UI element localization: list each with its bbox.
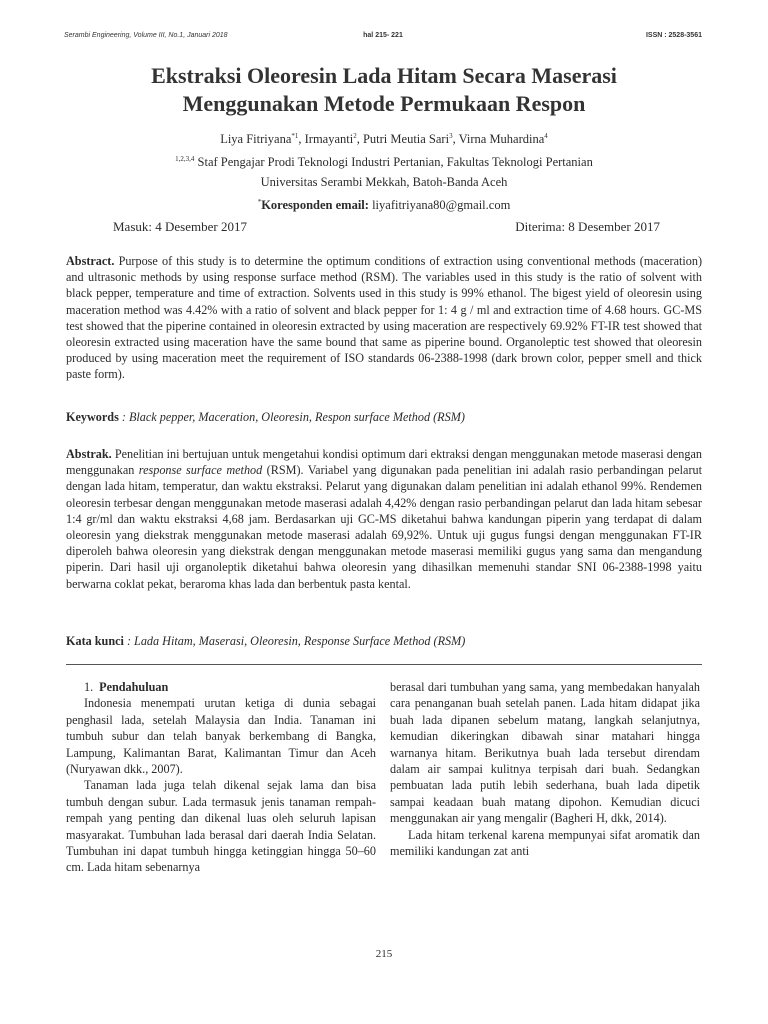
body-paragraph-continued: berasal dari tumbuhan yang sama, yang membedakan hanyalah cara penanganan buah setelah panen. Lada hitam didapat jika buah lada dipanen sebelum matang, langkah selanjutnya, kemudian dikeringkan dibawah sinar matahari hingga warnanya hitam. Berikutnya buah lada tersebut direndam dalam air sampai kulitnya terpisah dari buah. Sedangkan pembuatan lada putih lebih sederhana, buah lada dipetik sampai keadaan buah matang dipohon. Kemudian dicuci menggunakan air yang mengalir (Bagheri H, dkk, 2014). (390, 680, 700, 826)
author-name: Virna Muhardina (458, 132, 545, 147)
abstrak-text-italic: response surface method (138, 463, 263, 478)
kata-kunci-label: Kata kunci (66, 634, 124, 648)
author-names: Liya Fitriyana$^{*1}$, Irmayanti$^2$, Putri Meutia Sari$^3$, Virna Muhardina$^4$ (220, 132, 548, 147)
section-heading (66, 679, 376, 695)
keywords-label: Keywords (66, 410, 119, 424)
affiliation-line-2: Universitas Serambi Mekkah, Batoh-Banda Aceh (260, 175, 508, 190)
author-sup: 4 (544, 132, 548, 140)
running-header (64, 32, 702, 44)
page-number: 215 (375, 948, 393, 960)
journal-name: Serambi Engineering, Volume III, No.1, Januari 2018 (64, 32, 228, 39)
corresponding-label: Koresponden email: (261, 198, 369, 213)
abstract-english (66, 253, 702, 383)
author-sup: 3 (449, 132, 453, 140)
received-date: Masuk: 4 Desember 2017 (113, 219, 247, 234)
abstrak-text-after: (RSM). Variabel yang digunakan pada penelitian ini adalah rasio perbandingan pelarut dengan lada hitam, temperatur, dan waktu ekstraksi. Pelarut yang digunakan dalam penelitian ini adalah ethanol 99%. Rendemen oleoresin terbesar dengan menggunakan metode maserasi adalah 4,42% dengan rasio perbandingan pelarut dan lada hitam sebesar 1:4 gr/ml dan waktu ekstraksi 4,68 jam. Berdasarkan uji GC-MS diketahui bahwa kandungan piperin yang terdapat di dalam oleoresin yang diekstrak menggunakan metode maserasi adalah 69,92%. Untuk uji gugus fungsi dengan menggunakan FT-IR diperoleh bahwa oleoresin yang diekstrak dengan menggunakan metode maserasi memiliki gugus yang sama dan mengandung piperin. Dari hasil uji organoleptik diketahui bahwa oleoresin yang dihasilkan memenuhi standar SNI 06-2388-1998 yaitu berwarna coklat pekat, beraroma khas lada dan berbentuk pasta kental. (66, 463, 703, 591)
author-sup: 2 (353, 132, 357, 140)
affiliation-line-1: Staf Pengajar Prodi Teknologi Industri Pertanian, Fakultas Teknologi Pertanian (197, 155, 593, 170)
body-column-left (66, 679, 376, 876)
keywords-text: : Black pepper, Maceration, Oleoresin, Respon surface Method (RSM) (121, 410, 465, 424)
author-name: Putri Meutia Sari (362, 132, 450, 147)
author-name: Liya Fitriyana (220, 132, 292, 147)
paper-title (60, 62, 708, 118)
affiliation-sup: 1,2,3,4 (175, 155, 195, 164)
section-divider (66, 664, 702, 665)
body-paragraph: Indonesia menempati urutan ketiga di dunia sebagai penghasil lada, setelah Malaysia dan India. Tanaman ini tumbuh subur dan telah banyak berkembang di Bangka, Lampung, Kalimantan Barat, Kalimantan Timur dan Aceh (Nuryawan dkk., 2007). (66, 696, 376, 777)
affiliation (60, 149, 708, 172)
author-name: Irmayanti (304, 132, 354, 147)
abstrak-text-before: Penelitian ini bertujuan untuk mengetahui kondisi optimum dari ektraksi dengan menggunakan metode maserasi dengan menggunakan (66, 447, 702, 478)
body-paragraph: Lada hitam terkenal karena mempunyai sifat aromatik dan memiliki kandungan zat anti (390, 827, 700, 859)
issn: ISSN : 2528-3561 (645, 32, 702, 39)
section-number: 1. (84, 680, 94, 694)
title-line-1: Ekstraksi Oleoresin Lada Hitam Secara Maserasi (151, 63, 617, 88)
section-title: Pendahuluan (99, 680, 169, 694)
page-range: hal 215- 221 (363, 32, 403, 39)
abstract-indonesian (66, 446, 702, 592)
corresponding-email: liyafitriyana80@gmail.com (372, 198, 511, 213)
submission-dates (113, 219, 660, 237)
abstract-text: Purpose of this study is to determine the optimum conditions of extraction using conventional methods (maceration) and ultrasonic methods by using response surface method (RSM). The variables used in this study is the ratio of solvent with black pepper, temperature and time of extraction. Solvents used in this study is 99% ethanol. The bigest yield of oleoresin using maceration method was 4.42% with a ratio of solvent and black pepper for 1: 4 g / ml and extraction time of 4.68 hours. GC-MS test showed that the piperine contained in oleoresin extracted by using maceration are respectively 69.92% FT-IR test showed that oleoresin extracted using maceration have the same bound that same as piperine bound. Organoleptic test showed that oleoresin produced by using maceration meet the requirement of ISO standards 06-2388-1998 (dark brown color, pepper smell and thick paste form). (66, 254, 703, 382)
abstract-label: Abstract. (66, 254, 115, 268)
body-paragraph: Tanaman lada juga telah dikenal sejak lama dan bisa tumbuh dengan subur. Lada termasuk jenis tanaman rempah-rempah yang penting dan dikenal luas oleh seluruh lapisan masyarakat. Tumbuhan lada berasal dari daerah India Selatan. Tumbuhan ini dapat tumbuh hingga ketinggian hingga 50–60 cm. Lada hitam sebenarnya (66, 778, 376, 875)
keywords-english (66, 409, 702, 425)
keywords-indonesian (66, 633, 702, 649)
title-line-2: Menggunakan Metode Permukaan Respon (182, 91, 586, 116)
body-column-right (390, 679, 700, 859)
corresponding-author (60, 192, 708, 215)
kata-kunci-text: : Lada Hitam, Maserasi, Oleoresin, Response Surface Method (RSM) (126, 634, 466, 648)
author-block (60, 126, 708, 215)
abstrak-label: Abstrak. (66, 447, 112, 461)
accepted-date: Diterima: 8 Desember 2017 (515, 219, 660, 234)
author-sup: *1 (291, 132, 299, 140)
corresponding-sup: * (257, 198, 262, 207)
